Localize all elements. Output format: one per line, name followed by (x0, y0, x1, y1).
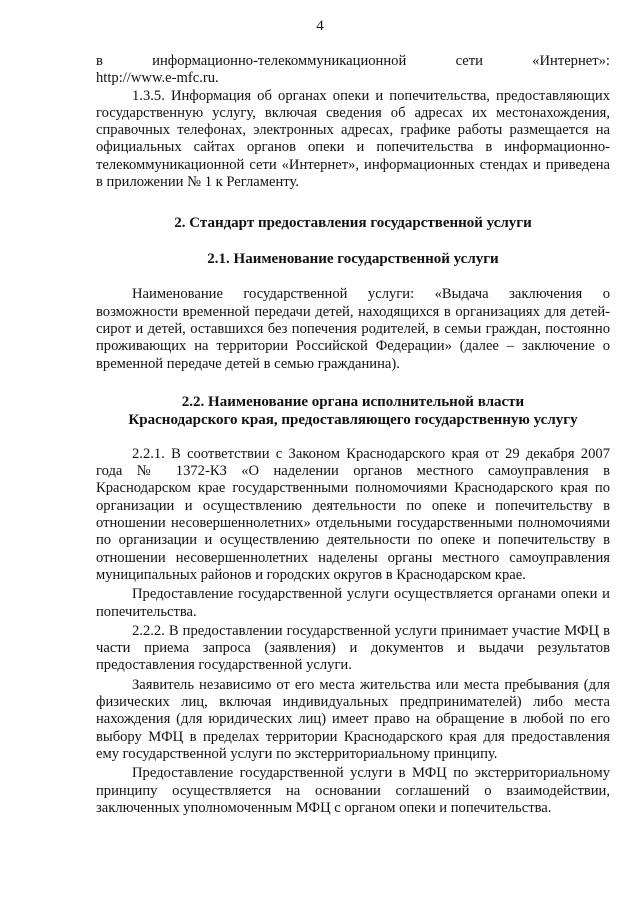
paragraph-1-3-5: 1.3.5. Информация об органах опеки и попечительства, предоставляющих государственную услугу, включая сведения об адресах их местонахождения, справочных телефонах, электронных адресах, графике работы размещается на официальных сайтах органов опеки и попечительства в информационно-телекоммуникационной сети «Интернет», информационных стендах и приведена в приложении № 1 к Регламенту. (96, 87, 610, 191)
page-number: 4 (316, 18, 324, 34)
subsection-2-2-heading-line1: 2.2. Наименование органа исполнительной власти (181, 393, 525, 410)
section-2-heading: 2. Стандарт предоставления государственной услуги (174, 215, 532, 232)
subsection-2-1-heading: 2.1. Наименование государственной услуги (207, 251, 499, 268)
subsection-2-2-heading-line2: Краснодарского края, предоставляющего государственную услугу (128, 411, 578, 428)
paragraph-2-2-1: 2.2.1. В соответствии с Законом Краснодарского края от 29 декабря 2007 года № 1372-КЗ «О наделении органов местного самоуправления в Краснодарском крае государственными полномочиями Краснодарского края по организации и осуществлению деятельности по опеке и попечительству в отношении несовершеннолетних» отдельными государственными полномочиями по организации и осуществлению деятельности по опеке и попечительству в отношении несовершеннолетних наделены органы местного самоуправления муниципальных районов и городских округов в Краснодарском крае. (96, 445, 610, 583)
paragraph-provision: Предоставление государственной услуги осуществляется органами опеки и попечительства. (96, 586, 610, 620)
paragraph-mfc: Предоставление государственной услуги в МФЦ по экстерриториальному принципу осуществляется на основании соглашений о взаимодействии, заключенных уполномоченным МФЦ с органом опеки и попечительства. (96, 765, 610, 816)
paragraph-continuation-line: в информационно-телекоммуникационной сети «Интернет»: (96, 53, 610, 69)
subsection-2-2-heading (96, 393, 610, 429)
paragraph-applicant: Заявитель независимо от его места жительства или места пребывания (для физических лиц, включая индивидуальных предпринимателей) либо места нахождения (для юридических лиц) имеет право на обращение в любой по его выбору МФЦ в пределах территории Краснодарского края для предоставления ему государственной услуги по экстерриториальному принципу. (96, 676, 610, 762)
paragraph-continuation-url: http://www.e-mfc.ru. (96, 70, 219, 87)
paragraph-2-1-service-name: Наименование государственной услуги: «Выдача заключения о возможности временной передачи детей, находящихся в организациях для детей-сирот и детей, оставшихся без попечения родителей, в семьи граждан, постоянно проживающих на территории Российской Федерации» (далее – заключение о временной передаче детей в семью гражданина). (96, 286, 610, 372)
paragraph-2-2-2: 2.2.2. В предоставлении государственной услуги принимает участие МФЦ в части приема запроса (заявления) и документов и выдачи результатов предоставления государственной услуги. (96, 622, 610, 674)
document-body (96, 53, 610, 817)
